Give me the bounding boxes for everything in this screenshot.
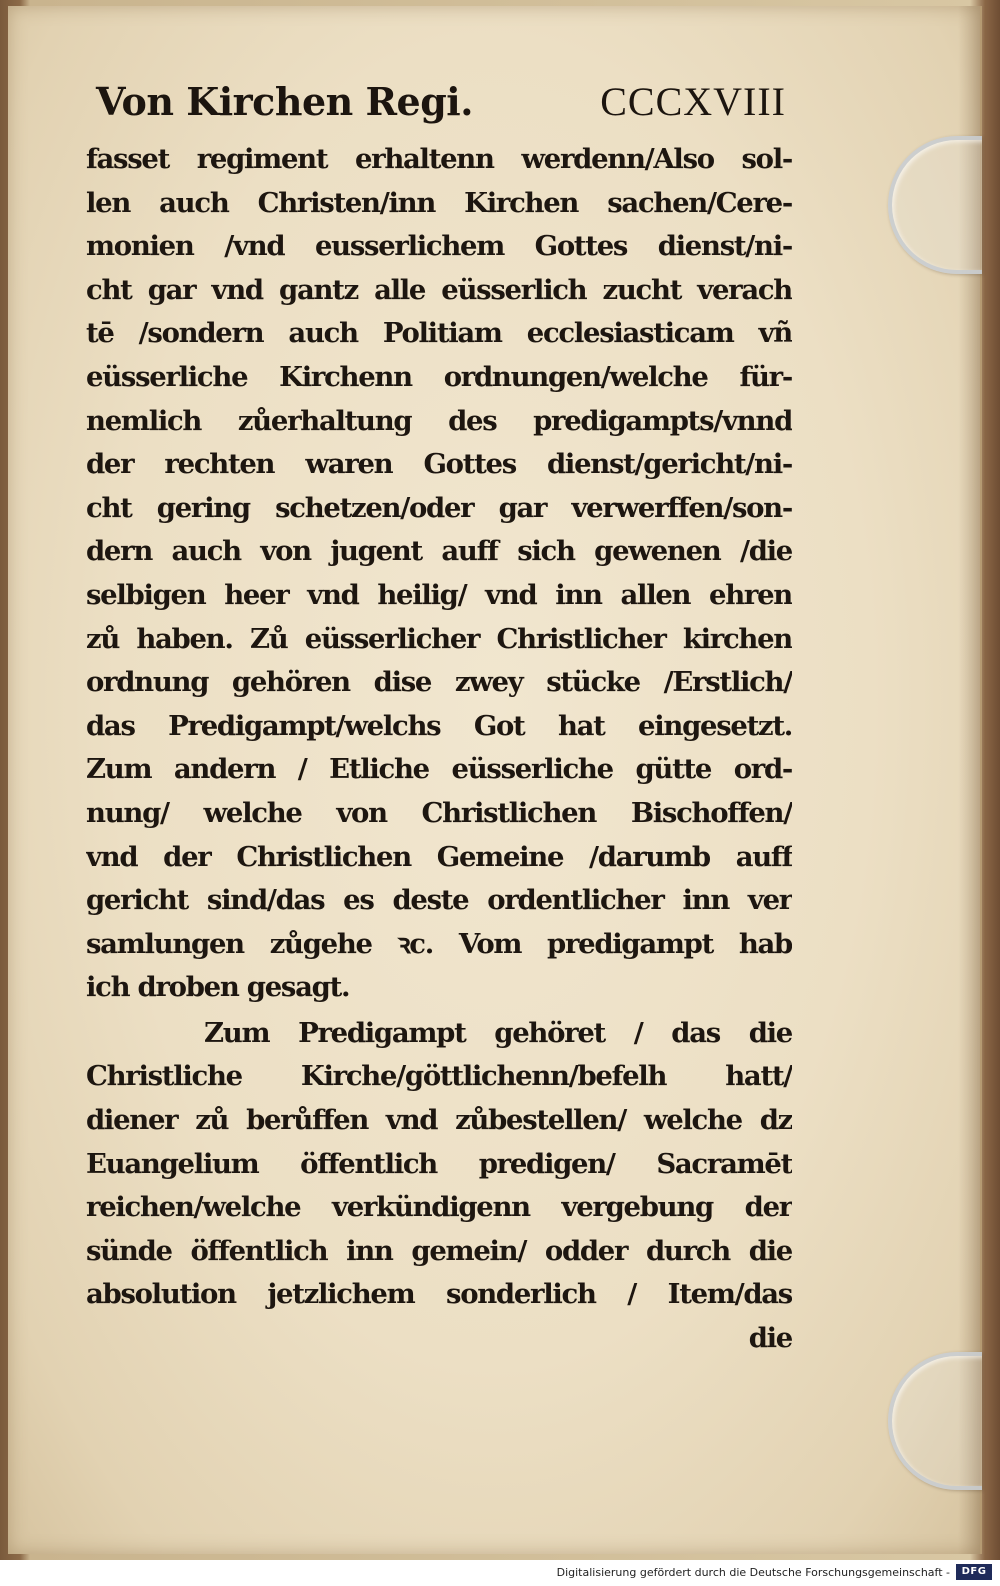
text-line: selbigen heer vnd heilig/ vnd inn allen ehren — [86, 578, 792, 611]
text-line: Christliche Kirche/göttlichenn/befelh hatt/ — [86, 1060, 792, 1093]
running-header — [96, 78, 786, 130]
text-line: eüsserliche Kirchenn ordnungen/welche für- — [86, 360, 792, 393]
text-line: nemlich zůerhaltung des predigampts/vnnd — [86, 404, 792, 437]
text-line: cht gering schetzen/oder gar verwerffen/son- — [86, 491, 792, 524]
text-line: Zum Predigampt gehöret / das die — [204, 1016, 792, 1049]
dfg-logo: DFG — [956, 1564, 992, 1580]
text-line: zů haben. Zů eüsserlicher Christlicher kirchen — [86, 622, 792, 655]
text-line: gericht sind/das es deste ordentlicher inn ver — [86, 884, 792, 917]
text-line: dern auch von jugent auff sich gewenen /die — [86, 535, 792, 568]
text-line: absolution jetzlichem sonderlich / Item/das — [86, 1278, 792, 1311]
text-line: cht gar vnd gantz alle eüsserlich zucht verach — [86, 273, 792, 306]
text-line: Euangelium öffentlich predigen/ Sacramēt — [86, 1147, 792, 1180]
text-line: monien /vnd eusserlichem Gottes dienst/ni- — [86, 230, 792, 263]
text-line: das Predigampt/welchs Got hat eingesetzt. — [86, 709, 792, 742]
funding-credit: Digitalisierung gefördert durch die Deutsche Forschungsgemeinschaft - — [556, 1566, 950, 1579]
text-line: Zum andern / Etliche eüsserliche gütte ord- — [86, 753, 792, 786]
text-line: len auch Christen/inn Kirchen sachen/Cere- — [86, 186, 792, 219]
text-line: der rechten waren Gottes dienst/gericht/ni- — [86, 448, 792, 481]
running-title: Von Kirchen Regi. — [96, 79, 473, 124]
text-line: sünde öffentlich inn gemein/ odder durch die — [86, 1234, 792, 1267]
text-line: diener zů berůffen vnd zůbestellen/ welche dz — [86, 1104, 792, 1137]
text-line: samlungen zůgehe ꝛc. Vom predigampt hab — [86, 927, 792, 960]
text-line: reichen/welche verkündigenn vergebung der — [86, 1191, 792, 1224]
folio-number: CCCXVIII — [600, 79, 786, 124]
text-line: ich droben gesagt. — [86, 971, 350, 1004]
text-line: fasset regiment erhaltenn werdenn/Also sol- — [86, 143, 792, 175]
text-line: tē /sondern auch Politiam ecclesiasticam vñ — [86, 317, 792, 350]
text-line: ordnung gehören dise zwey stücke /Erstlich/ — [86, 666, 792, 699]
text-line: vnd der Christlichen Gemeine /darumb auff — [86, 840, 792, 873]
catchword: die — [748, 1322, 792, 1355]
page-text — [86, 138, 792, 1361]
text-line: nung/ welche von Christlichen Bischoffen/ — [86, 796, 792, 829]
